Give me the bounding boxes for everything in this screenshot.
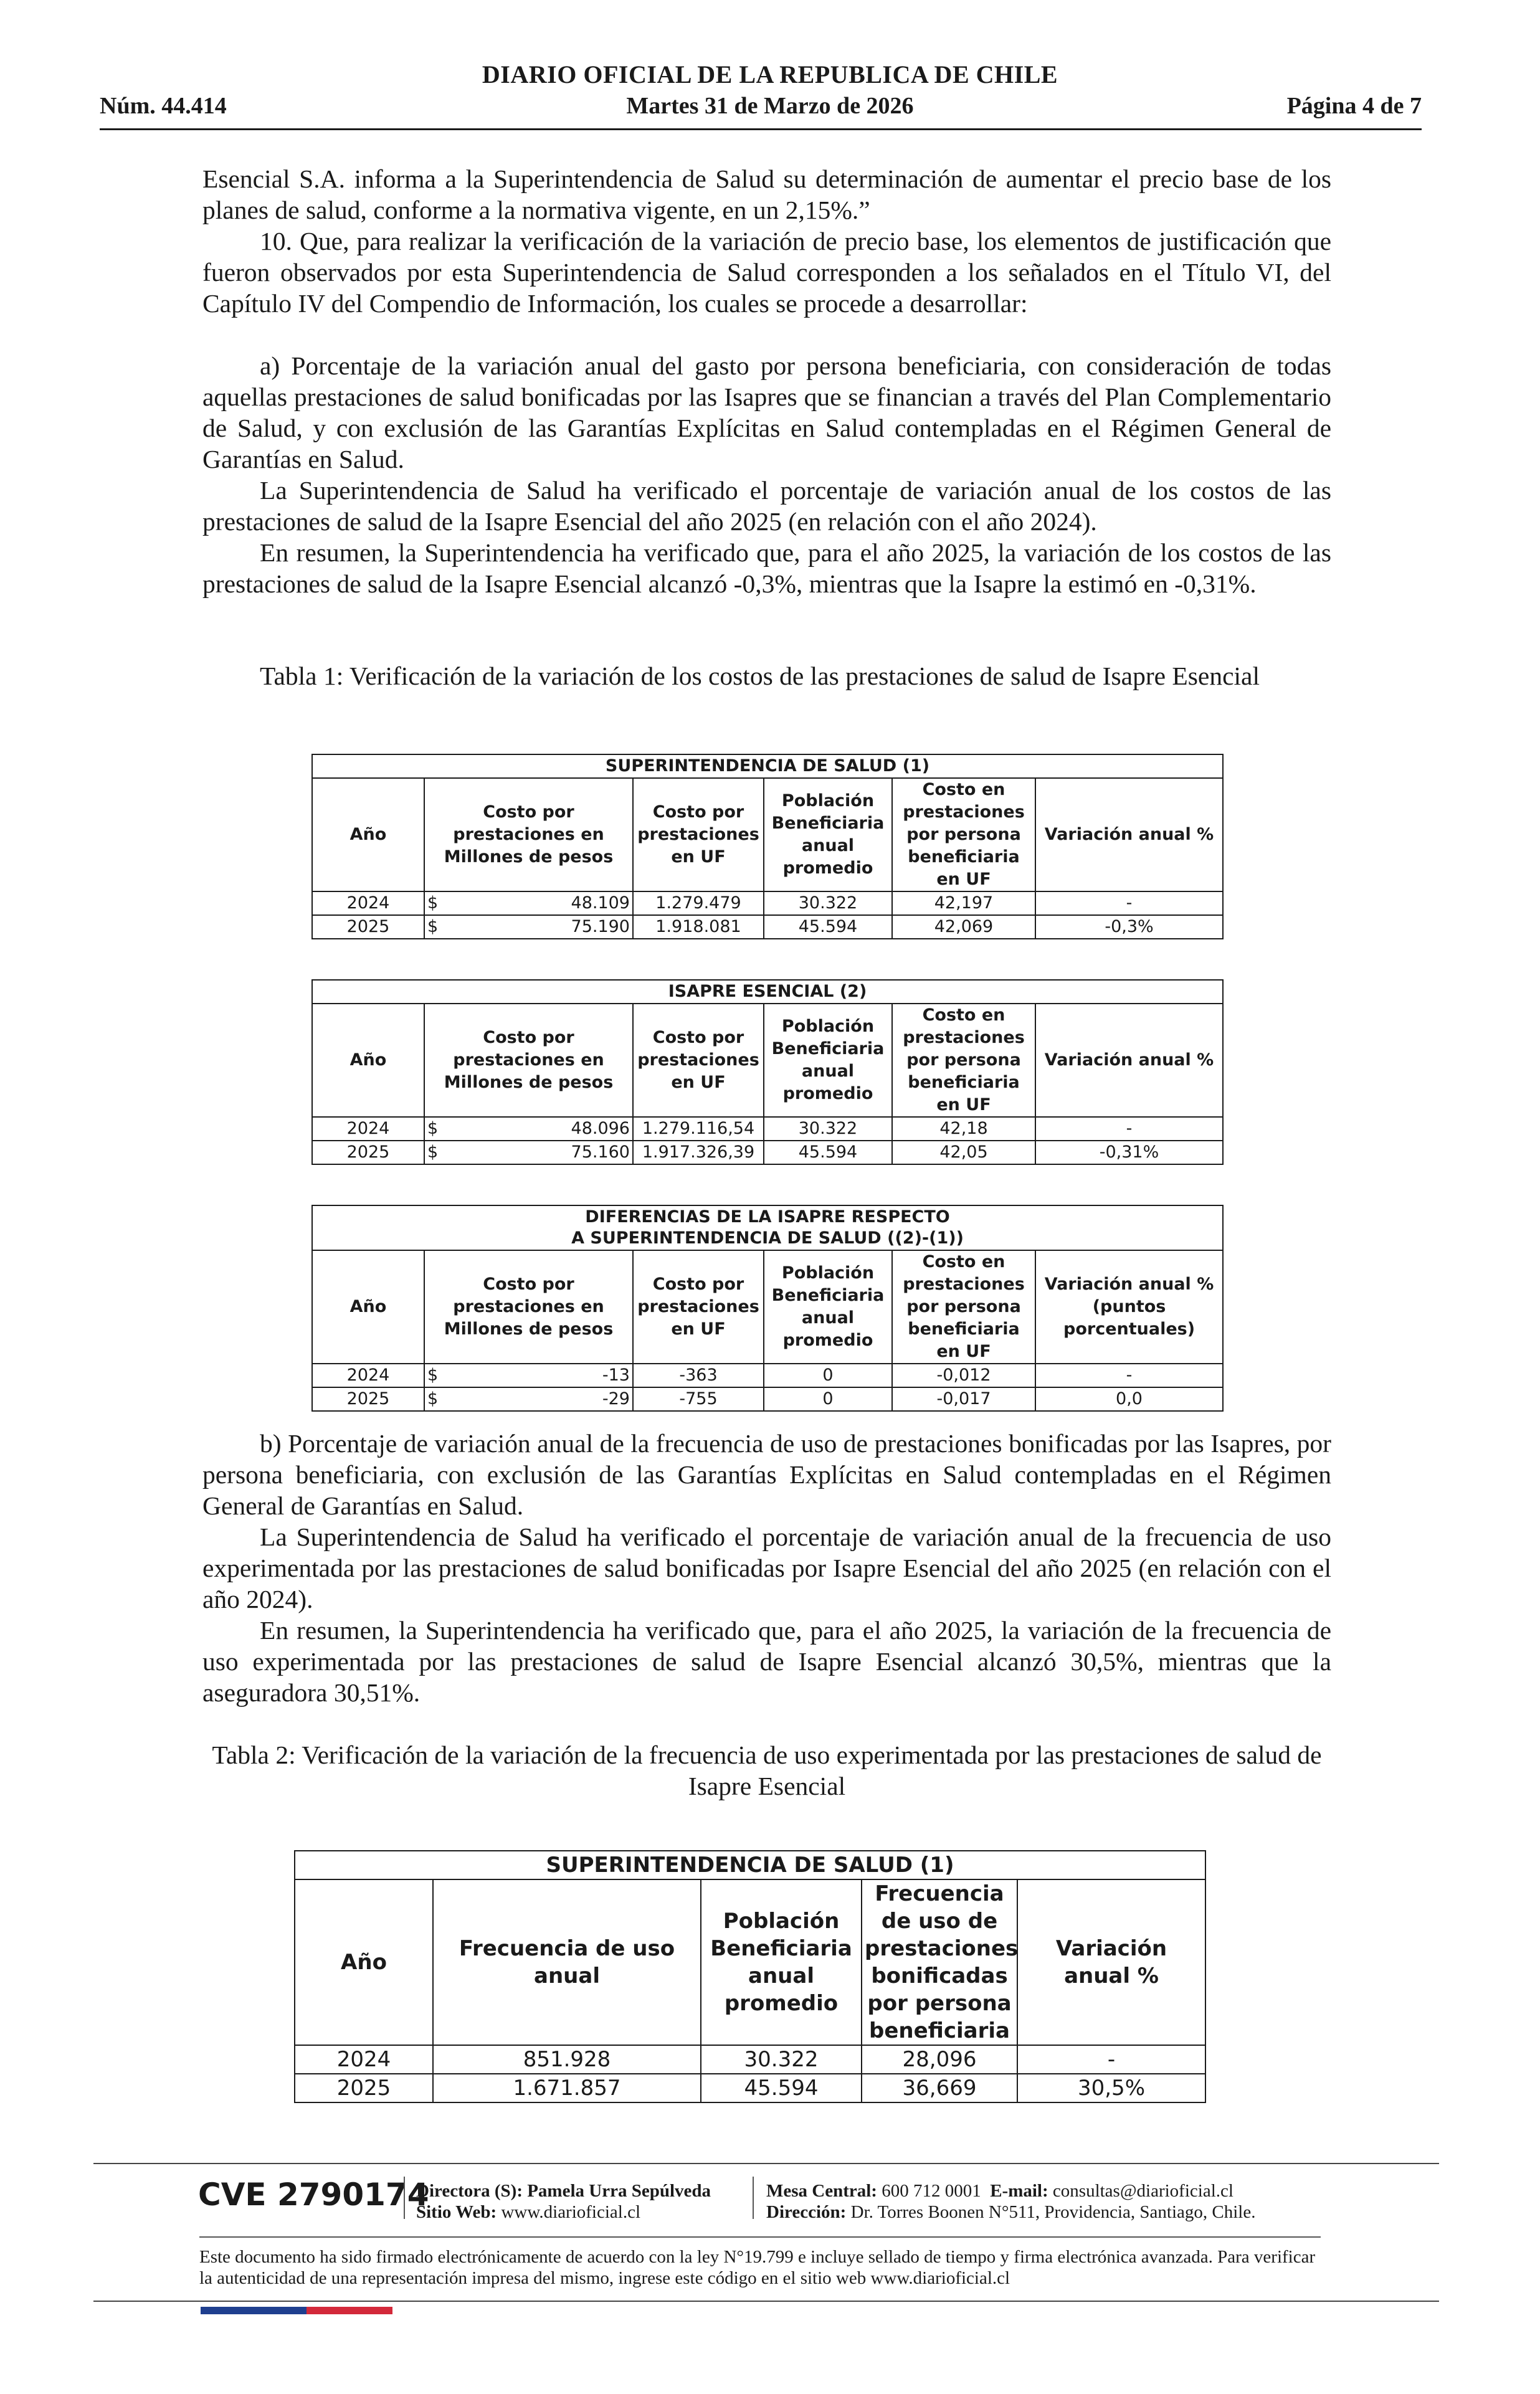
- paragraph-summary-frequency: En resumen, la Superintendencia ha verificado que, para el año 2025, la variación de la frecuencia de uso experimentada por las prestaciones de salud de Isapre Esencial alcanzó 30,5%, mientras que la aseguradora 30,51%.: [202, 1616, 1331, 1707]
- table-title: ISAPRE ESENCIAL (2): [312, 980, 1223, 1004]
- cell-population: 30.322: [764, 891, 892, 915]
- address-label: Dirección:: [766, 2202, 847, 2222]
- cell-year: 2024: [295, 2045, 433, 2074]
- issue-number: Núm. 44.414: [100, 93, 227, 119]
- cell-currency: $: [424, 915, 455, 939]
- col-variation: Variación anual %: [1035, 778, 1223, 891]
- paragraph-verification: La Superintendencia de Salud ha verificado el porcentaje de variación anual de los costos de las prestaciones de salud de la Isapre Esencial del año 2025 (en relación con el año 2024).: [202, 476, 1331, 536]
- table-title: SUPERINTENDENCIA DE SALUD (1): [312, 754, 1223, 778]
- cell-variation: -: [1035, 891, 1223, 915]
- col-cost-clp: Costo por prestaciones en Millones de pesos: [424, 1250, 633, 1364]
- table-row: [312, 1117, 1223, 1141]
- cell-frequency-per-person: 28,096: [862, 2045, 1017, 2074]
- col-cost-uf: Costo por prestaciones en UF: [633, 1250, 764, 1364]
- cell-year: 2024: [312, 891, 424, 915]
- col-cost-per-person: Costo en prestaciones por persona beneficiaria en UF: [892, 1250, 1035, 1364]
- paragraph-frequency-verification: La Superintendencia de Salud ha verificado el porcentaje de variación anual de la frecuencia de uso experimentada por las prestaciones de salud bonificadas por Isapre Esencial del año 2025 (en relación con el año 2024).: [202, 1522, 1331, 1613]
- cell-year: 2025: [312, 1387, 424, 1411]
- cell-cost-uf: 1.279.116,54: [633, 1117, 764, 1141]
- address-text: Dr. Torres Boonen N°511, Providencia, Santiago, Chile.: [850, 2202, 1256, 2222]
- cell-cost-clp: 48.096: [455, 1117, 633, 1141]
- header-divider: [100, 128, 1422, 130]
- paragraph-summary-costs: En resumen, la Superintendencia ha verificado que, para el año 2025, la variación de los costos de las prestaciones de salud de la Isapre Esencial alcanzó -0,3%, mientras que la Isapre la estimó en -0,31%.: [202, 538, 1331, 598]
- cell-currency: $: [424, 1364, 455, 1387]
- cell-variation: -0,3%: [1035, 915, 1223, 939]
- cell-population: 30.322: [764, 1117, 892, 1141]
- footer-divider: [93, 2163, 1439, 2164]
- col-year: Año: [295, 1879, 433, 2045]
- cell-year: 2024: [312, 1117, 424, 1141]
- col-cost-per-person: Costo en prestaciones por persona beneficiaria en UF: [892, 1004, 1035, 1117]
- cell-cost-uf: 1.917.326,39: [633, 1141, 764, 1164]
- cell-variation: 0,0: [1035, 1387, 1223, 1411]
- cell-cost-per-person: -0,017: [892, 1387, 1035, 1411]
- newspaper-title: DIARIO OFICIAL DE LA REPUBLICA DE CHILE: [482, 60, 1058, 88]
- phone-label: Mesa Central:: [766, 2181, 877, 2201]
- footer-contact-block: [766, 2180, 1255, 2223]
- cell-population: 0: [764, 1364, 892, 1387]
- col-year: Año: [312, 778, 424, 891]
- table-row: [312, 891, 1223, 915]
- col-variation-points: Variación anual % (puntos porcentuales): [1035, 1250, 1223, 1364]
- cell-frequency: 851.928: [433, 2045, 701, 2074]
- website-link[interactable]: www.diarioficial.cl: [501, 2202, 641, 2222]
- cell-cost-per-person: 42,05: [892, 1141, 1035, 1164]
- cell-year: 2025: [312, 915, 424, 939]
- table-row: [295, 2074, 1205, 2102]
- cell-cost-uf: -755: [633, 1387, 764, 1411]
- cell-cost-per-person: -0,012: [892, 1364, 1035, 1387]
- table1-caption: Tabla 1: Verificación de la variación de los costos de las prestaciones de salud de Isapre Esencial: [260, 662, 1260, 690]
- col-frequency: Frecuencia de uso anual: [433, 1879, 701, 2045]
- website-label: Sitio Web:: [416, 2202, 497, 2222]
- col-population: Población Beneficiaria anual promedio: [764, 1250, 892, 1364]
- cell-cost-uf: -363: [633, 1364, 764, 1387]
- legal-notice: Este documento ha sido firmado electrónicamente de acuerdo con la ley N°19.799 e incluye sellado de tiempo y firma electrónica avanzada. Para verificar la autenticidad de una representación impresa del mismo, ingrese este código en el sitio web www.diarioficial.cl: [199, 2247, 1316, 2288]
- cell-variation: -: [1035, 1117, 1223, 1141]
- cell-year: 2025: [312, 1141, 424, 1164]
- flag-stripe-red: [307, 2307, 392, 2314]
- cell-cost-clp: 75.160: [455, 1141, 633, 1164]
- col-year: Año: [312, 1250, 424, 1364]
- table-title: DIFERENCIAS DE LA ISAPRE RESPECTO A SUPERINTENDENCIA DE SALUD ((2)-(1)): [312, 1205, 1223, 1250]
- phone-number: 600 712 0001: [882, 2181, 981, 2201]
- cell-cost-per-person: 42,197: [892, 891, 1035, 915]
- col-cost-uf: Costo por prestaciones en UF: [633, 1004, 764, 1117]
- cell-frequency-per-person: 36,669: [862, 2074, 1017, 2102]
- email-link[interactable]: consultas@diarioficial.cl: [1052, 2181, 1233, 2201]
- cell-currency: $: [424, 1387, 455, 1411]
- table2-caption: Tabla 2: Verificación de la variación de la frecuencia de uso experimentada por las prestaciones de salud de Isapre Esencial: [212, 1741, 1322, 1800]
- cell-variation: -: [1035, 1364, 1223, 1387]
- cell-cost-clp: -13: [455, 1364, 633, 1387]
- cell-population: 45.594: [764, 915, 892, 939]
- issue-date: Martes 31 de Marzo de 2026: [626, 93, 914, 119]
- cell-year: 2024: [312, 1364, 424, 1387]
- cost-table-isapre: [311, 979, 1224, 1165]
- footer-divider: [199, 2236, 1321, 2238]
- cell-cost-uf: 1.918.081: [633, 915, 764, 939]
- table-row: [312, 1364, 1223, 1387]
- col-population: Población Beneficiaria anual promedio: [701, 1879, 862, 2045]
- paragraph-b: b) Porcentaje de variación anual de la frecuencia de uso de prestaciones bonificadas por las Isapres, por persona beneficiaria, con exclusión de las Garantías Explícitas en Salud contempladas en el Régimen General de Garantías en Salud.: [202, 1429, 1331, 1520]
- footer-divider: [93, 2301, 1439, 2302]
- cell-variation: -: [1017, 2045, 1205, 2074]
- cell-variation: -0,31%: [1035, 1141, 1223, 1164]
- col-population: Población Beneficiaria anual promedio: [764, 778, 892, 891]
- cell-frequency: 1.671.857: [433, 2074, 701, 2102]
- col-variation: Variación anual %: [1035, 1004, 1223, 1117]
- cell-currency: $: [424, 1117, 455, 1141]
- table-row: [312, 1141, 1223, 1164]
- cost-table-differences: [311, 1205, 1224, 1412]
- cell-currency: $: [424, 1141, 455, 1164]
- col-population: Población Beneficiaria anual promedio: [764, 1004, 892, 1117]
- col-variation: Variación anual %: [1017, 1879, 1205, 2045]
- page-indicator: Página 4 de 7: [1286, 93, 1422, 119]
- col-year: Año: [312, 1004, 424, 1117]
- cell-variation: 30,5%: [1017, 2074, 1205, 2102]
- table-row: [295, 2045, 1205, 2074]
- paragraph-1: Esencial S.A. informa a la Superintendencia de Salud su determinación de aumentar el precio base de los planes de salud, conforme a la normativa vigente, en un 2,15%.”: [202, 164, 1331, 224]
- frequency-table-superintendencia: [294, 1850, 1206, 2103]
- cell-population: 45.594: [764, 1141, 892, 1164]
- director-label: Directora (S): Pamela Urra Sepúlveda: [416, 2181, 711, 2201]
- cell-population: 45.594: [701, 2074, 862, 2102]
- footer-director-block: [416, 2180, 711, 2223]
- cell-cost-uf: 1.279.479: [633, 891, 764, 915]
- table-row: [312, 1387, 1223, 1411]
- cell-currency: $: [424, 891, 455, 915]
- paragraph-10: 10. Que, para realizar la verificación de la variación de precio base, los elementos de justificación que fueron observados por esta Superintendencia de Salud corresponden a los señalados en el Título VI, del Capítulo IV del Compendio de Información, los cuales se procede a desarrollar:: [202, 227, 1331, 318]
- cell-cost-per-person: 42,18: [892, 1117, 1035, 1141]
- footer-separator: [404, 2177, 405, 2219]
- table-title: SUPERINTENDENCIA DE SALUD (1): [295, 1851, 1205, 1879]
- cell-population: 0: [764, 1387, 892, 1411]
- cell-cost-clp: 75.190: [455, 915, 633, 939]
- cell-year: 2025: [295, 2074, 433, 2102]
- cve-code: CVE 2790174: [198, 2177, 429, 2213]
- col-cost-uf: Costo por prestaciones en UF: [633, 778, 764, 891]
- cell-population: 30.322: [701, 2045, 862, 2074]
- cell-cost-clp: -29: [455, 1387, 633, 1411]
- col-cost-clp: Costo por prestaciones en Millones de pesos: [424, 1004, 633, 1117]
- cost-table-superintendencia: [311, 754, 1224, 939]
- footer-separator: [753, 2177, 754, 2219]
- table-row: [312, 915, 1223, 939]
- email-label: E-mail:: [990, 2181, 1048, 2201]
- paragraph-a: a) Porcentaje de la variación anual del gasto por persona beneficiaria, con consideración de todas aquellas prestaciones de salud bonificadas por las Isapres que se financian a través del Plan Complementario de Salud, y con exclusión de las Garantías Explícitas en Salud contempladas en el Régimen General de Garantías en Salud.: [202, 351, 1331, 473]
- flag-stripe-blue: [201, 2307, 307, 2314]
- cell-cost-clp: 48.109: [455, 891, 633, 915]
- col-cost-clp: Costo por prestaciones en Millones de pesos: [424, 778, 633, 891]
- col-cost-per-person: Costo en prestaciones por persona beneficiaria en UF: [892, 778, 1035, 891]
- cell-cost-per-person: 42,069: [892, 915, 1035, 939]
- col-frequency-per-person: Frecuencia de uso de prestaciones bonificadas por persona beneficiaria: [862, 1879, 1017, 2045]
